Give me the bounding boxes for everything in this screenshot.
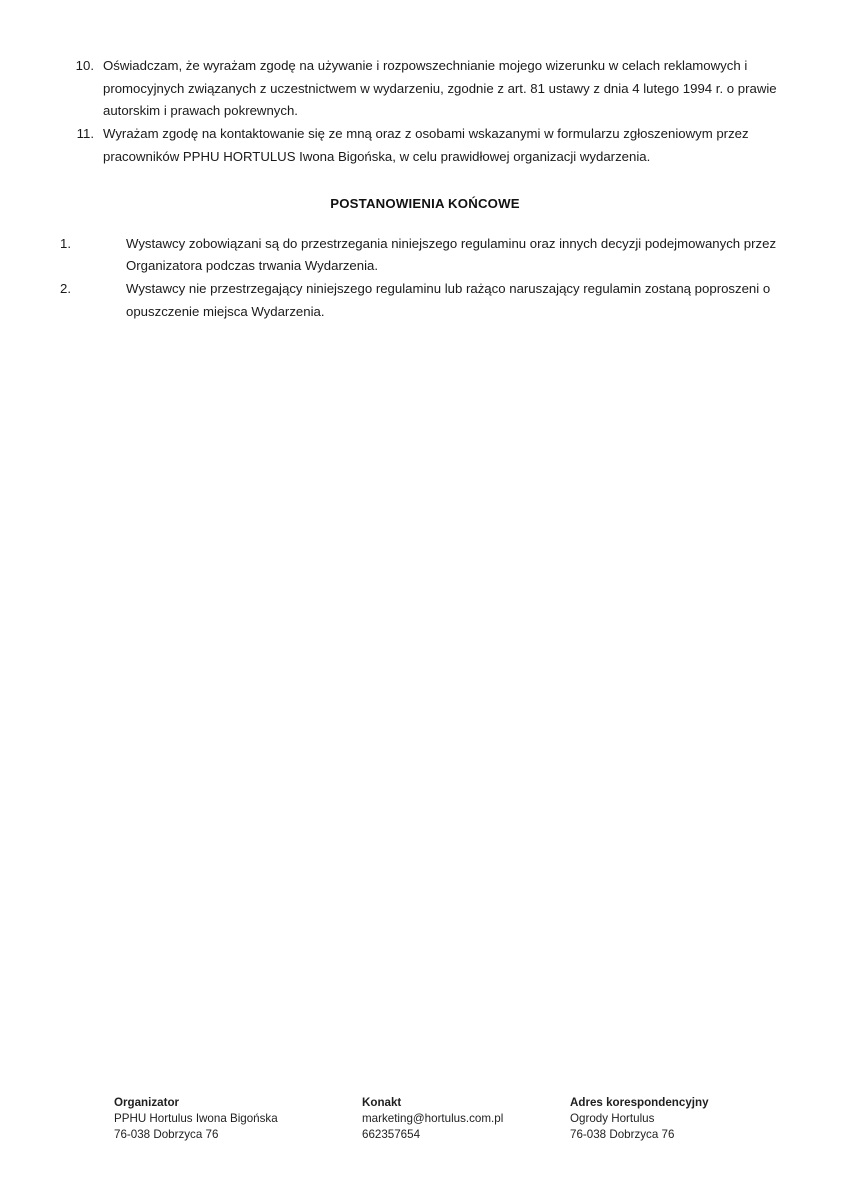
footer-contact-phone: 662357654 bbox=[362, 1127, 421, 1141]
footer-organizer-address: 76-038 Dobrzyca 76 bbox=[114, 1127, 219, 1141]
paragraph bbox=[60, 233, 790, 278]
paragraph-number: 1. bbox=[60, 235, 71, 251]
section-heading: POSTANOWIENIA KOŃCOWE bbox=[330, 195, 520, 211]
footer-correspondence-title: Adres korespondencyjny bbox=[570, 1096, 709, 1109]
footer-contact-title: Konakt bbox=[362, 1096, 402, 1109]
paragraph-text: Wystawcy zobowiązani są do przestrzegania niniejszego regulaminu oraz innych decyzji podejmowanych przez Organizatora podczas trwania Wydarzenia. bbox=[126, 235, 777, 274]
list-item-marker: 11. bbox=[76, 126, 94, 142]
footer-organizer-title: Organizator bbox=[114, 1096, 180, 1109]
footer-organizer-block bbox=[114, 1095, 278, 1142]
paragraph-text: Wystawcy nie przestrzegający niniejszego regulaminu lub rażąco naruszający regulamin zostaną poproszeni o opuszczenie miejsca Wydarzenia. bbox=[126, 280, 771, 319]
footer-contact-email: marketing@hortulus.com.pl bbox=[362, 1112, 504, 1126]
document-body bbox=[60, 55, 790, 323]
paragraph-number: 2. bbox=[60, 280, 71, 296]
numbered-list bbox=[60, 55, 790, 169]
footer-correspondence-block bbox=[570, 1095, 709, 1142]
footer-contact-block bbox=[362, 1095, 503, 1142]
footer-organizer-name: PPHU Hortulus Iwona Bigońska bbox=[114, 1112, 278, 1126]
footer-correspondence-name: Ogrody Hortulus bbox=[570, 1112, 655, 1126]
list-item-marker: 10. bbox=[75, 58, 94, 73]
list-item bbox=[60, 123, 790, 168]
page-footer bbox=[0, 1085, 849, 1155]
paragraph bbox=[60, 278, 790, 323]
list-item bbox=[60, 55, 790, 123]
footer-correspondence-address: 76-038 Dobrzyca 76 bbox=[570, 1127, 675, 1141]
list-item-text: Oświadczam, że wyrażam zgodę na używanie i rozpowszechnianie mojego wizerunku w celach reklamowych i promocyjnych związanych z uczestnictwem w wydarzeniu, zgodnie z art. 81 ustawy z dnia 4 lutego 1994 r. o prawie autorskim i prawach pokrewnych. bbox=[103, 58, 777, 119]
list-item-text: Wyrażam zgodę na kontaktowanie się ze mną oraz z osobami wskazanymi w formularzu zgłoszeniowym przez pracowników PPHU HORTULUS Iwona Bigońska, w celu prawidłowej organizacji wydarzenia. bbox=[103, 126, 749, 164]
